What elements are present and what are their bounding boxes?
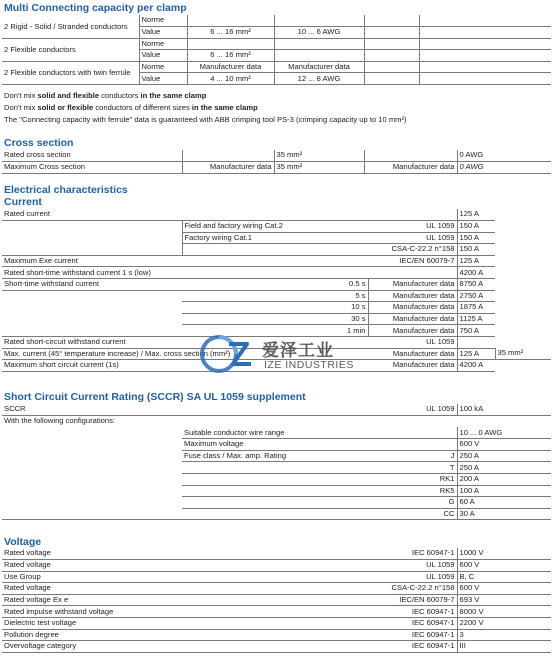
table-row [2,290,551,302]
row-label: Pollution degree [2,629,182,641]
row-label: Suitable conductor wire range [182,427,368,439]
duration-cell: 5 s [182,290,368,302]
table-row [2,450,551,462]
std-cell: IEC 60947-1 [368,548,457,560]
metric-cell: 35 mm² [274,162,364,174]
fuse-class-cell: G [368,497,457,509]
value-cell: 30 A [457,508,551,520]
value-cell: 150 A [457,232,495,244]
row-label: Rated short-circuit withstand current [2,337,182,349]
table-row [2,232,551,244]
value-cell [457,337,495,349]
table-row [2,279,551,291]
awg-cell: 0 AWG [457,162,551,174]
value-cell: Value [139,50,187,62]
value-cell: 60 A [457,497,551,509]
value-cell: 4200 A [457,267,495,279]
table-row [2,485,551,497]
row-label: Maximum short circuit current (1s) [2,360,368,372]
norme-cell: Norme [139,15,187,27]
row-label: Use Group [2,571,182,583]
fuse-class-cell: T [368,462,457,474]
metric-cell: 6 ... 16 mm² [187,27,274,39]
row-label: Fuse class / Max. amp. Rating [182,450,368,462]
value-cell: 1000 V [457,548,551,560]
std-cell: UL 1059 [368,221,457,233]
row-label: Maximum voltage [182,439,368,451]
source-cell: Manufacturer data [368,360,457,372]
value-cell: 125 A [457,209,495,221]
table-row [2,38,551,50]
value-cell: 250 A [457,462,551,474]
row-label: Rated voltage [2,583,182,595]
std-cell: IEC/EN 60079-7 [368,255,457,267]
extra-cell: 35 mm² [495,348,551,360]
voltage-title: Voltage [4,536,42,548]
note-mix-solid-flexible: Don't mix solid and flexible conductors in the same clamp [4,91,207,100]
std-cell: UL 1059 [368,337,457,349]
value-cell: 600 V [457,583,551,595]
table-row [2,606,551,618]
value-cell: 10 ... 0 AWG [457,427,551,439]
row-label: Maximum Cross section [2,162,182,174]
value-cell: 8750 A [457,279,495,291]
std-cell: CSA-C-22.2 n°158 [368,583,457,595]
table-row [2,474,551,486]
value-cell: 250 A [457,450,551,462]
metric-cell: 6 ... 16 mm² [187,50,274,62]
source-cell: Manufacturer data [368,325,457,337]
std-cell: UL 1059 [368,560,457,572]
row-label: Factory wiring Cat.1 [182,232,368,244]
table-row [2,497,551,509]
row-label: Rated voltage Ex e [2,594,182,606]
norme-cell: Norme [139,61,187,73]
std-cell: IEC 60947-1 [368,641,457,653]
source-cell: Manufacturer data [364,162,457,174]
table-row [2,267,551,279]
row-label: Short-time withstand current [2,279,182,291]
table-row [2,404,551,416]
duration-cell: 1 min [182,325,368,337]
awg-cell [274,50,364,62]
elec-title: Electrical characteristics [4,184,128,196]
watermark-cn: 爱泽工业 [262,341,334,360]
metric-norme-cell: Manufacturer data [187,61,274,73]
value-cell: 693 V [457,594,551,606]
row-label: Field and factory wiring Cat.2 [182,221,368,233]
table-row [2,302,551,314]
awg-cell: 12 ... 8 AWG [274,73,364,85]
fuse-class-cell: RK5 [368,485,457,497]
norme-cell: Norme [139,38,187,50]
table-row [2,209,551,221]
std-cell: UL 1059 [368,404,457,416]
table-row [2,244,551,256]
duration-cell: 10 s [182,302,368,314]
table-row [2,629,551,641]
table-row [2,462,551,474]
table-row [2,583,551,595]
table-row [2,150,551,162]
table-row [2,548,551,560]
value-cell: 4200 A [457,360,495,372]
value-cell: 200 A [457,474,551,486]
multi-title: Multi Connecting capacity per clamp [4,2,187,14]
std-cell: IEC 60947-1 [368,606,457,618]
table-row [2,313,551,325]
table-row [2,618,551,630]
value-cell: B, C [457,571,551,583]
value-cell: Value [139,73,187,85]
table-row [2,416,551,428]
awg-cell: 10 ... 6 AWG [274,27,364,39]
awg-norme-cell: Manufacturer data [274,61,364,73]
value-cell: 600 V [457,560,551,572]
value-cell: 600 V [457,439,551,451]
table-row [2,61,551,73]
source-cell: Manufacturer data [368,348,457,360]
awg-cell: 0 AWG [457,150,551,162]
row-label: Rated voltage [2,548,182,560]
value-cell: Value [139,27,187,39]
source-cell: Manufacturer data [368,313,457,325]
value-cell: 1875 A [457,302,495,314]
value-cell: 2750 A [457,290,495,302]
metric-cell: 35 mm² [274,150,364,162]
value-cell: 750 A [457,325,495,337]
watermark-en: IZE INDUSTRIES [264,359,354,371]
table-row [2,162,551,174]
row-label: Rated voltage [2,560,182,572]
source-cell: Manufacturer data [368,290,457,302]
source-cell: Manufacturer data [182,162,274,174]
fuse-class-cell: RK1 [368,474,457,486]
current-subtitle: Current [4,196,42,208]
duration-cell: 0.5 s [182,279,368,291]
value-cell: 100 A [457,485,551,497]
fuse-class-cell: CC [368,508,457,520]
std-cell: UL 1059 [368,571,457,583]
note-ferrule: The "Connecting capacity with ferrule" data is guaranteed with ABB crimping tool PS-3 (crimping capacity up to 10 mm²) [4,115,407,124]
value-cell: 3 [457,629,551,641]
multi-table [2,15,551,85]
table-row [2,221,551,233]
value-cell: 125 A [457,348,495,360]
value-cell: III [457,641,551,653]
row-label: Maximum Exe current [2,255,182,267]
row-label: Rated current [2,209,182,221]
row-label: Max. current (45° temperature increase) / Max. cross section (mm²) [2,348,368,360]
value-cell: 125 A [457,255,495,267]
std-cell: UL 1059 [368,232,457,244]
row-label: 2 Flexible conductors [2,38,139,61]
cross-table [2,150,551,174]
sccr-table [2,404,551,520]
row-label: Overvoltage category [2,641,182,653]
ize-logo-icon [199,334,259,374]
value-cell: 150 A [457,221,495,233]
std-cell: CSA-C-22.2 n°158 [368,244,457,256]
row-label: With the following configurations: [4,416,116,426]
fuse-class-cell: J [368,450,457,462]
metric-cell: 4 ... 10 mm² [187,73,274,85]
row-label: Dielectric test voltage [2,618,182,630]
row-label: SCCR [2,404,182,416]
cross-title: Cross section [4,137,74,149]
value-cell: 8000 V [457,606,551,618]
std-cell: IEC 60947-1 [368,618,457,630]
note-mix-sizes: Don't mix solid or flexible conductors of different sizes in the same clamp [4,103,258,112]
source-cell: Manufacturer data [368,302,457,314]
value-cell: 1125 A [457,313,495,325]
row-label: Rated impulse withstand voltage [2,606,182,618]
sccr-title: Short Circuit Current Rating (SCCR) SA UL 1059 supplement [4,391,306,403]
table-row [2,508,551,520]
row-label: Rated cross section [2,150,182,162]
table-row [2,255,551,267]
row-label: 2 Rigid - Solid / Stranded conductors [2,15,139,38]
table-row [2,325,551,337]
value-cell: 2200 V [457,618,551,630]
table-row [2,594,551,606]
row-label: 2 Flexible conductors with twin ferrule [2,61,139,84]
table-row [2,15,551,27]
table-row [2,427,551,439]
duration-cell: 30 s [182,313,368,325]
voltage-table [2,548,551,653]
std-cell: IEC 60947-1 [368,629,457,641]
row-label: Rated short-time withstand current 1 s (low) [2,267,368,279]
source-cell: Manufacturer data [368,279,457,291]
value-cell: 150 A [457,244,495,256]
table-row [2,641,551,653]
table-row [2,571,551,583]
value-cell: 100 kA [457,404,551,416]
table-row [2,560,551,572]
table-row [2,439,551,451]
std-cell: IEC/EN 60079-7 [368,594,457,606]
